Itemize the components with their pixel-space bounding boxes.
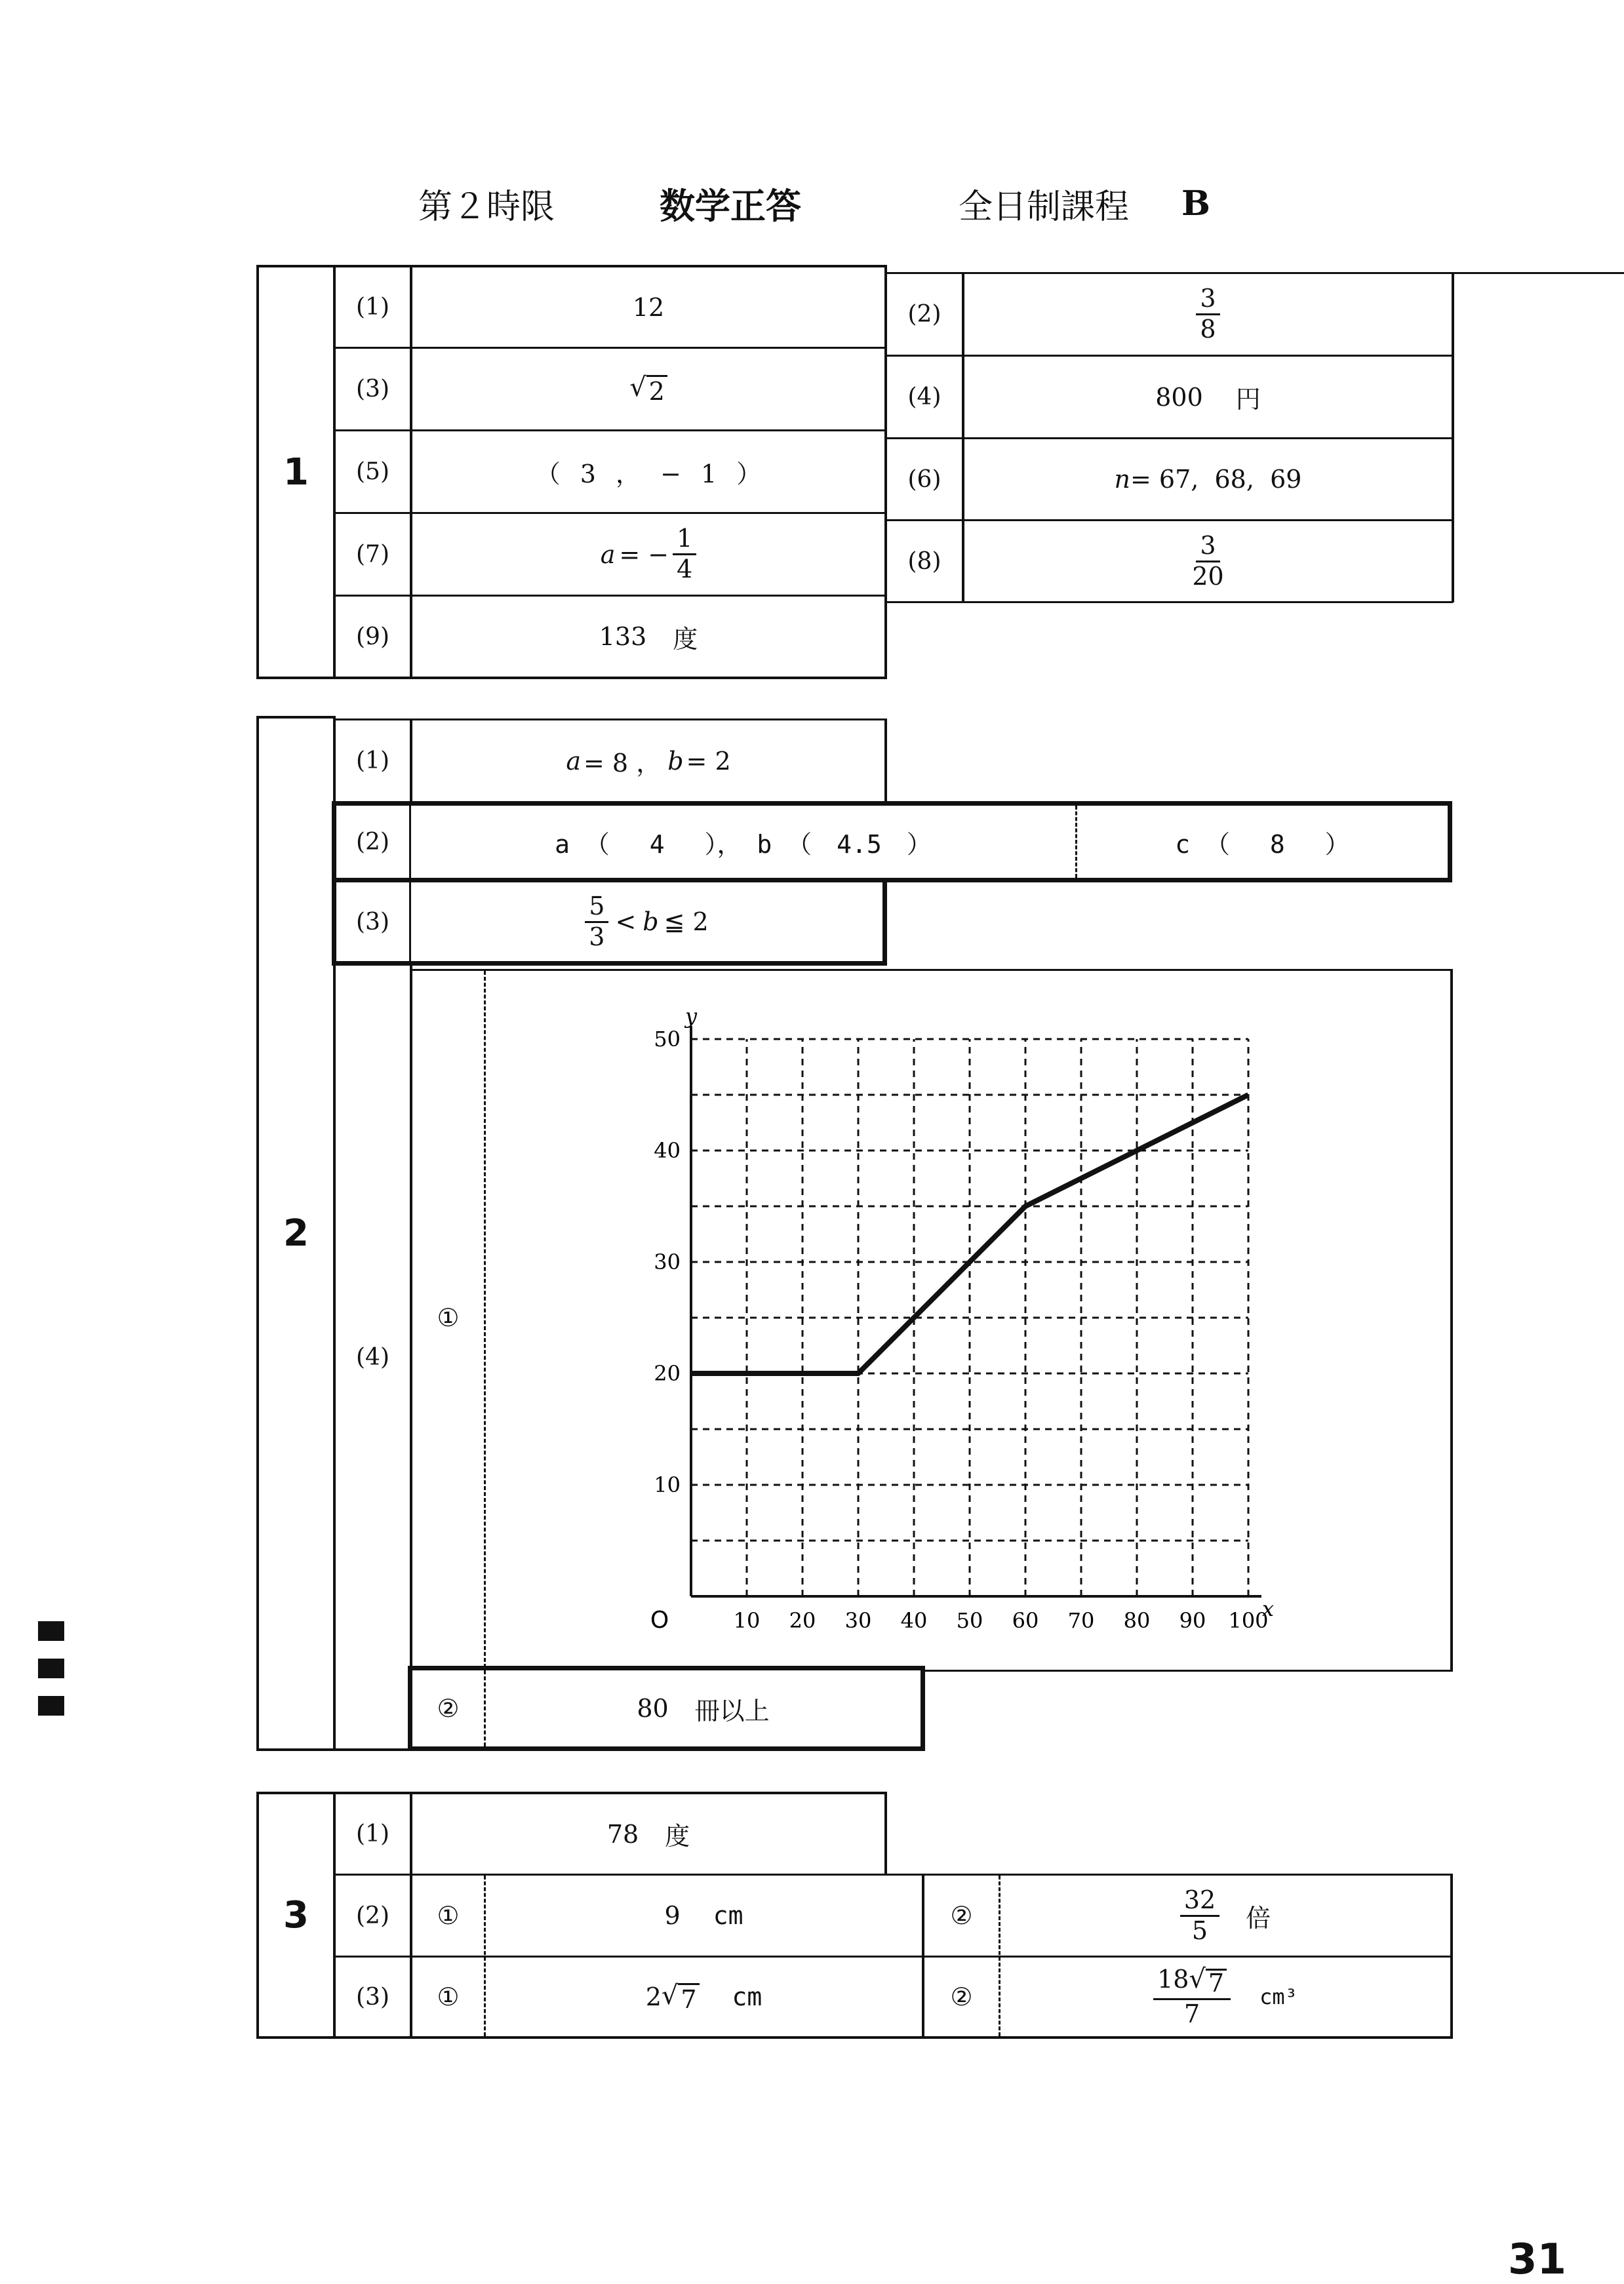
q1-3-label: (3) — [356, 376, 389, 403]
section-1-number: 1 — [283, 450, 309, 494]
q1-6-label: (6) — [907, 465, 941, 493]
y-tick-label: 40 — [654, 1138, 681, 1163]
header — [393, 177, 1344, 229]
radicand: 2 — [646, 375, 667, 406]
fraction: $\frac{3}{8}$ — [1196, 286, 1219, 343]
q2-2-label: (2) — [356, 828, 389, 856]
q1-4-label: (4) — [907, 384, 941, 410]
q1-1-label: (1) — [356, 294, 389, 321]
x-tick-label: 80 — [1123, 1608, 1151, 1633]
y-tick-label: 10 — [654, 1472, 681, 1497]
x-tick-label: 10 — [733, 1608, 761, 1633]
x-axis-label: x — [1261, 1596, 1275, 1621]
q2-4-sub2-marker: ② — [437, 1694, 460, 1723]
q3-2-sub1-answer: 9 cm — [664, 1901, 743, 1930]
q3-2-sub2-answer: $\frac{32}{5}$ 倍 — [1000, 1876, 1450, 1956]
q1-1-answer: 12 — [632, 292, 665, 322]
period-label: 第２時限 — [418, 187, 555, 227]
q3-1-label: (1) — [356, 1821, 389, 1847]
q2-3-answer: $\frac{5}{3}$ < b ≦ 2 — [411, 882, 882, 961]
x-tick-label: 30 — [844, 1608, 872, 1633]
x-tick-label: 40 — [900, 1608, 928, 1633]
course-label: 全日制課程 — [959, 187, 1130, 227]
q1-8-label: (8) — [907, 547, 941, 575]
section-2-number: 2 — [283, 1212, 309, 1255]
registration-mark — [38, 1659, 64, 1678]
q1-5-answer: （ 3 ， − 1 ） — [535, 460, 762, 488]
q1-4-answer: 800 円 — [1155, 382, 1261, 414]
q1-2-label: (2) — [907, 301, 941, 328]
q3-3-sub1-answer: 2 √ 7 cm — [645, 1980, 762, 2014]
section-3-number: 3 — [283, 1894, 309, 1937]
q1-5-label: (5) — [356, 458, 389, 485]
q2-2-c-answer: c （ 8 ） — [1175, 829, 1350, 859]
subject-title: 数学正答 — [660, 185, 802, 227]
q3-3-sub2-marker: ② — [950, 1982, 973, 2011]
x-tick-label: 60 — [1012, 1608, 1039, 1633]
q2-3-label: (3) — [356, 908, 389, 935]
q1-2-answer — [964, 274, 1452, 355]
y-tick-label: 30 — [654, 1250, 681, 1274]
q3-1-answer: 78 度 — [606, 1819, 690, 1851]
q1-3-answer: √ 2 — [412, 349, 884, 429]
q3-2-label: (2) — [356, 1902, 389, 1929]
registration-mark — [38, 1696, 64, 1716]
q1-9-answer: 133 度 — [599, 622, 698, 654]
q3-3-sub2-answer: 18 √ 7 7 cm³ — [1000, 1958, 1450, 2036]
q3-2-sub1-marker: ① — [437, 1901, 460, 1930]
y-tick-label: 50 — [654, 1027, 681, 1052]
y-axis-label: y — [684, 1004, 698, 1029]
q3-3-label: (3) — [356, 1983, 389, 2011]
y-tick-label: 20 — [654, 1361, 681, 1386]
q2-1-answer: a = 8 ， b = 2 — [566, 746, 731, 778]
form-label: B — [1181, 183, 1210, 224]
q2-2-ab-answer: a （ 4 ）， b （ 4.5 ） — [555, 829, 932, 859]
q2-4-sub1-marker: ① — [437, 1303, 460, 1332]
x-tick-label: 70 — [1067, 1608, 1095, 1633]
q3-2-sub2-marker: ② — [950, 1901, 973, 1930]
q2-4-sub2-answer: 80 冊以上 — [637, 1694, 770, 1725]
line-chart — [629, 996, 1285, 1665]
q2-1-label: (1) — [356, 747, 389, 774]
q1-9-label: (9) — [356, 623, 389, 650]
registration-mark — [38, 1621, 64, 1641]
x-tick-label: 50 — [956, 1608, 983, 1633]
q1-7-label: (7) — [356, 541, 389, 568]
x-tick-label: 20 — [789, 1608, 816, 1633]
q1-7-answer: a = − $\frac{1}{4}$ — [412, 514, 884, 595]
x-tick-label: 90 — [1179, 1608, 1206, 1633]
x-tick-label: 100 — [1228, 1608, 1269, 1633]
page-code: 31 — [1508, 2235, 1567, 2284]
q3-3-sub1-marker: ① — [437, 1982, 460, 2011]
q1-8-answer: $\frac{3}{20}$ — [1192, 530, 1224, 591]
q1-6-answer: n = 67, 68, 69 — [1114, 465, 1302, 494]
origin-label: O — [650, 1607, 669, 1634]
q2-4-label: (4) — [356, 1343, 389, 1371]
